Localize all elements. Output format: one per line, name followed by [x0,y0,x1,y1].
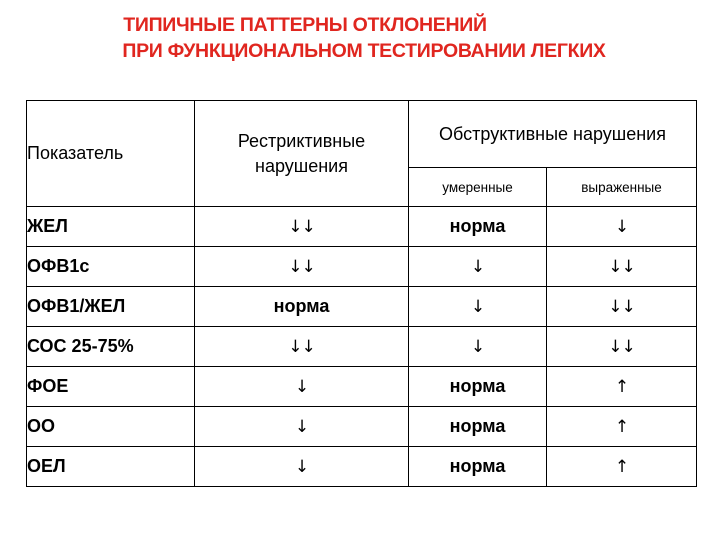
restrictive-value-cell: норма [195,287,409,327]
indicator-cell: ОФВ1/ЖЕЛ [27,287,195,327]
severe-value-cell: ↑ [547,447,697,487]
header-row [27,101,697,168]
header-restrictive: Рестриктивные нарушения [195,101,409,207]
indicator-cell: СОС 25-75% [27,327,195,367]
table-row [27,447,697,487]
restrictive-value-cell: ↓ [195,367,409,407]
moderate-value-cell: норма [409,207,547,247]
severe-value-cell: ↓ [547,207,697,247]
moderate-value-cell: ↓ [409,287,547,327]
moderate-value-cell: ↓ [409,327,547,367]
indicator-cell: ОФВ1с [27,247,195,287]
table-row [27,367,697,407]
severe-value-cell: ↓↓ [547,287,697,327]
slide-title-line-1: ТИПИЧНЫЕ ПАТТЕРНЫ ОТКЛОНЕНИЙ [123,14,487,36]
table-row [27,287,697,327]
header-obstructive: Обструктивные нарушения [409,101,697,168]
restrictive-value-cell: ↓ [195,447,409,487]
moderate-value-cell: норма [409,367,547,407]
moderate-value-cell: ↓ [409,247,547,287]
restrictive-value-cell: ↓ [195,407,409,447]
severe-value-cell: ↓↓ [547,327,697,367]
moderate-value-cell: норма [409,447,547,487]
slide-title [0,12,720,64]
table-row [27,207,697,247]
table-row [27,327,697,367]
severe-value-cell: ↑ [547,407,697,447]
table-row [27,407,697,447]
table-body [27,207,697,487]
indicator-cell: ОО [27,407,195,447]
slide-title-line-2: ПРИ ФУНКЦИОНАЛЬНОМ ТЕСТИРОВАНИИ ЛЕГКИХ [122,40,606,62]
header-moderate: умеренные [409,168,547,207]
severe-value-cell: ↑ [547,367,697,407]
moderate-value-cell: норма [409,407,547,447]
indicator-cell: ФОЕ [27,367,195,407]
table-row [27,247,697,287]
header-severe: выраженные [547,168,697,207]
severe-value-cell: ↓↓ [547,247,697,287]
indicator-cell: ЖЕЛ [27,207,195,247]
restrictive-value-cell: ↓↓ [195,207,409,247]
restrictive-value-cell: ↓↓ [195,327,409,367]
deviation-patterns-table [26,100,697,487]
restrictive-value-cell: ↓↓ [195,247,409,287]
header-indicator: Показатель [27,101,195,207]
indicator-cell: ОЕЛ [27,447,195,487]
